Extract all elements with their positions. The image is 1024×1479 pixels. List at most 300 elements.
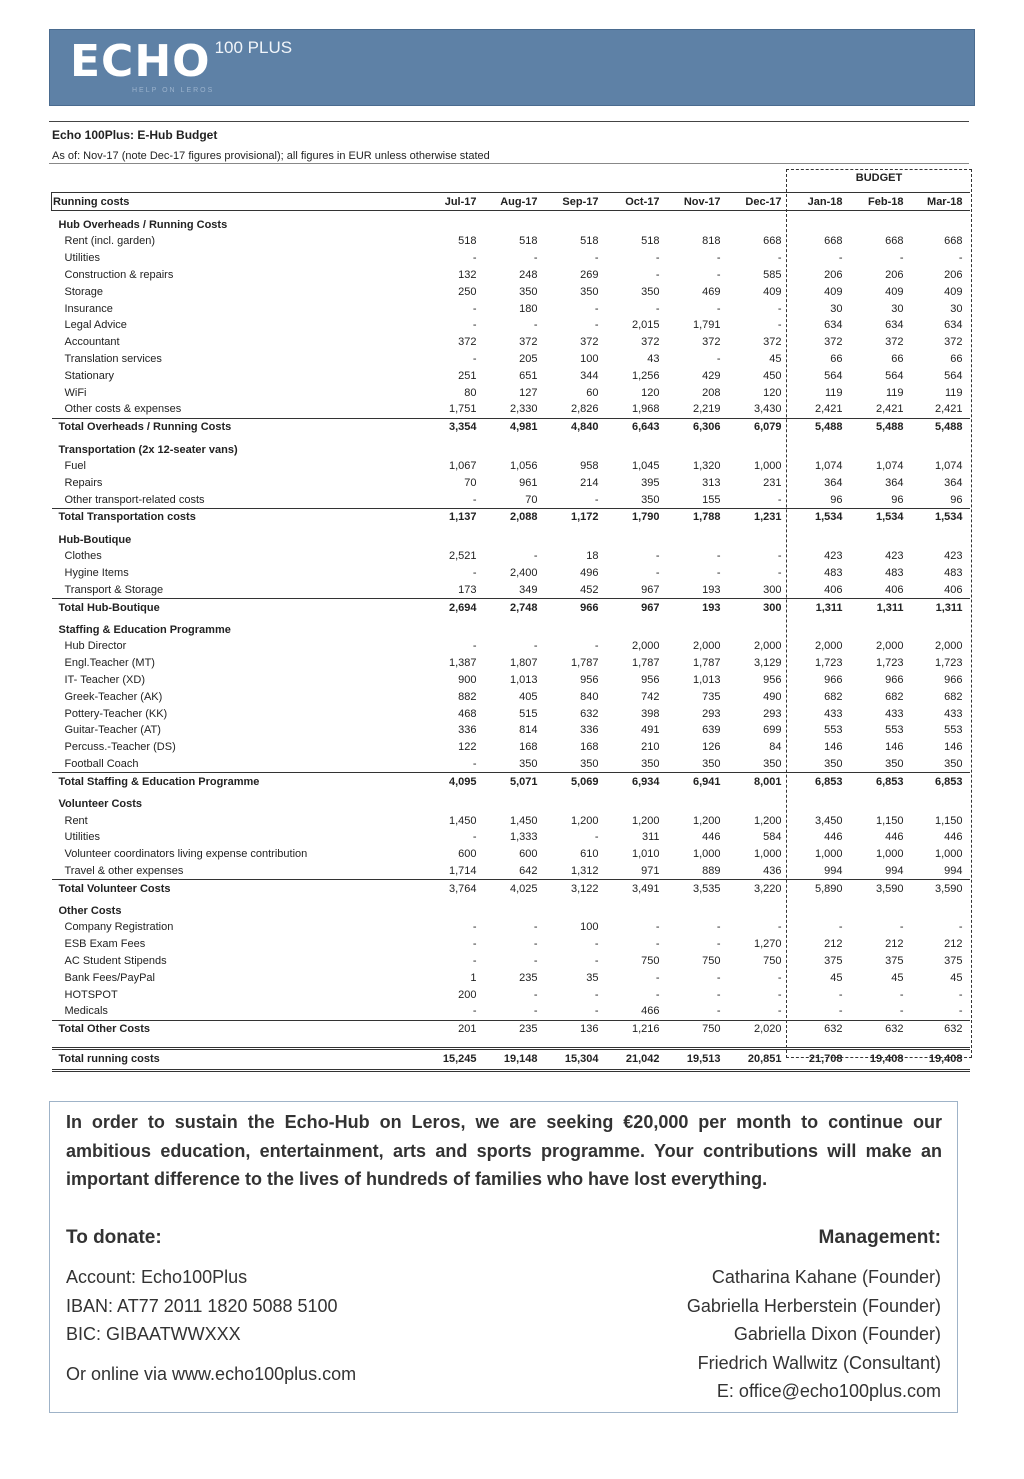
value-cell: 1,013 xyxy=(509,673,538,686)
value-cell: - xyxy=(472,566,477,579)
value-cell: 1,074 xyxy=(875,459,904,472)
table-row xyxy=(52,638,970,655)
value-cell: 372 xyxy=(458,336,477,349)
logo-text: ECHO xyxy=(70,36,211,87)
value-cell: 966 xyxy=(545,599,606,616)
value-cell: 19,513 xyxy=(667,1048,728,1070)
value-cell: 1,788 xyxy=(667,508,728,525)
value-cell: 814 xyxy=(519,724,538,737)
value-cell: 1,067 xyxy=(448,459,477,472)
value-cell: 2,000 xyxy=(934,640,963,653)
value-cell: 1,723 xyxy=(934,657,963,670)
value-cell: 206 xyxy=(885,268,904,281)
section-total-row xyxy=(52,599,970,616)
echo-logo[interactable] xyxy=(70,36,293,94)
value-cell: - xyxy=(472,302,477,315)
value-cell: 699 xyxy=(763,724,782,737)
value-cell: 372 xyxy=(824,336,843,349)
value-cell: 212 xyxy=(885,938,904,951)
value-cell: 19,148 xyxy=(484,1048,545,1070)
value-cell: Mar-18 xyxy=(911,193,970,211)
value-cell: 1,150 xyxy=(934,814,963,827)
value-cell: 682 xyxy=(944,690,963,703)
title-rule xyxy=(49,121,969,122)
value-cell: 5,488 xyxy=(850,418,911,435)
value-cell: 735 xyxy=(702,690,721,703)
value-cell: 1,791 xyxy=(692,319,721,332)
table-row xyxy=(52,829,970,846)
row-label: Rent xyxy=(64,814,88,827)
spacer-row xyxy=(52,1038,970,1049)
row-label: Volunteer coordinators living expense contribution xyxy=(64,848,308,861)
value-cell: - xyxy=(716,352,721,365)
value-cell: 553 xyxy=(885,724,904,737)
value-cell: - xyxy=(777,319,782,332)
row-label: Pottery-Teacher (KK) xyxy=(64,707,168,720)
value-cell: - xyxy=(533,921,538,934)
value-cell: - xyxy=(472,921,477,934)
value-cell: 1,787 xyxy=(692,657,721,670)
value-cell: 4,095 xyxy=(423,773,484,790)
value-cell: 1,172 xyxy=(545,508,606,525)
row-label: Repairs xyxy=(64,476,103,489)
value-cell: - xyxy=(777,988,782,1001)
value-cell: 375 xyxy=(885,955,904,968)
table-row xyxy=(52,565,970,582)
value-cell: 19,408 xyxy=(850,1048,911,1070)
value-cell: 208 xyxy=(702,386,721,399)
value-cell: - xyxy=(594,955,599,968)
value-cell: 423 xyxy=(824,550,843,563)
value-cell: - xyxy=(777,971,782,984)
value-cell: 300 xyxy=(728,599,789,616)
value-cell: 956 xyxy=(641,673,660,686)
total-label: Total Transportation costs xyxy=(52,508,423,525)
value-cell: 515 xyxy=(519,707,538,720)
value-cell: 1,137 xyxy=(423,508,484,525)
value-cell: 4,981 xyxy=(484,418,545,435)
value-cell: - xyxy=(472,831,477,844)
section-heading-row xyxy=(52,616,970,638)
value-cell: 372 xyxy=(580,336,599,349)
value-cell: 446 xyxy=(944,831,963,844)
value-cell: - xyxy=(716,550,721,563)
value-cell: 350 xyxy=(580,285,599,298)
value-cell: 405 xyxy=(519,690,538,703)
value-cell: - xyxy=(472,640,477,653)
value-cell: 180 xyxy=(519,302,538,315)
value-cell: 468 xyxy=(458,707,477,720)
row-label: Accountant xyxy=(64,336,120,349)
value-cell: 956 xyxy=(763,673,782,686)
value-cell: 231 xyxy=(763,476,782,489)
value-cell: 553 xyxy=(944,724,963,737)
value-cell: 146 xyxy=(944,741,963,754)
value-cell: 750 xyxy=(763,955,782,968)
value-cell: 682 xyxy=(824,690,843,703)
value-cell: 210 xyxy=(641,741,660,754)
iban-line: IBAN: AT77 2011 1820 5088 5100 xyxy=(66,1295,338,1316)
value-cell: 668 xyxy=(944,235,963,248)
value-cell: 1,074 xyxy=(934,459,963,472)
value-cell: 300 xyxy=(763,583,782,596)
value-cell: 2,421 xyxy=(814,403,843,416)
value-cell: 429 xyxy=(702,369,721,382)
table-row xyxy=(52,548,970,565)
table-row xyxy=(52,936,970,953)
row-label: IT- Teacher (XD) xyxy=(64,673,145,686)
management-member: Catharina Kahane (Founder) xyxy=(711,1267,941,1287)
value-cell: 45 xyxy=(891,971,904,984)
value-cell: 668 xyxy=(763,235,782,248)
row-label: Percuss.-Teacher (DS) xyxy=(64,741,176,754)
row-label: Travel & other expenses xyxy=(64,864,184,877)
value-cell: 100 xyxy=(580,921,599,934)
value-cell: 1,200 xyxy=(631,814,660,827)
value-cell: 967 xyxy=(641,583,660,596)
value-cell: 1,534 xyxy=(850,508,911,525)
value-cell: 668 xyxy=(885,235,904,248)
value-cell: - xyxy=(655,302,660,315)
row-label: Other costs & expenses xyxy=(64,403,182,416)
value-cell: 564 xyxy=(944,369,963,382)
value-cell: 3,122 xyxy=(545,880,606,897)
value-cell: - xyxy=(899,252,904,265)
section-title: Hub Overheads / Running Costs xyxy=(58,219,228,231)
table-row xyxy=(52,334,970,351)
row-label: Bank Fees/PayPal xyxy=(64,971,155,984)
value-cell: 248 xyxy=(519,268,538,281)
value-cell: 350 xyxy=(641,757,660,770)
value-cell: 1,216 xyxy=(606,1020,667,1037)
value-cell: 395 xyxy=(641,476,660,489)
value-cell: 634 xyxy=(824,319,843,332)
value-cell: - xyxy=(655,566,660,579)
value-cell: - xyxy=(958,252,963,265)
value-cell: - xyxy=(838,1005,843,1018)
value-cell: 2,000 xyxy=(814,640,843,653)
value-cell: 466 xyxy=(641,1005,660,1018)
value-cell: 43 xyxy=(647,352,660,365)
total-label: Total Staffing & Education Programme xyxy=(52,773,423,790)
value-cell: - xyxy=(533,319,538,332)
value-cell: 406 xyxy=(885,583,904,596)
value-cell: 132 xyxy=(458,268,477,281)
management-member: Gabriella Dixon (Founder) xyxy=(733,1324,941,1344)
appeal-text: In order to sustain the Echo-Hub on Leros, we are seeking €20,000 per month to continue our ambitious education, entertainment, arts and sports programme. Your contributions will make an important difference to the lives of hundreds of families who have lost everything. xyxy=(66,1112,942,1189)
value-cell: - xyxy=(958,988,963,1001)
value-cell: 889 xyxy=(702,864,721,877)
value-cell: 610 xyxy=(580,848,599,861)
value-cell: 1,270 xyxy=(753,938,782,951)
value-cell: 20,851 xyxy=(728,1048,789,1070)
total-label: Total Overheads / Running Costs xyxy=(52,418,423,435)
value-cell: 6,643 xyxy=(606,418,667,435)
value-cell: 642 xyxy=(519,864,538,877)
value-cell: 2,015 xyxy=(631,319,660,332)
contact-email[interactable]: E: office@echo100plus.com xyxy=(716,1381,941,1401)
value-cell: 469 xyxy=(702,285,721,298)
value-cell: 2,000 xyxy=(692,640,721,653)
value-cell: 350 xyxy=(641,285,660,298)
row-label: Translation services xyxy=(64,352,162,365)
value-cell: 5,890 xyxy=(789,880,850,897)
table-row xyxy=(52,233,970,250)
section-title: Transportation (2x 12-seater vans) xyxy=(58,443,238,456)
value-cell: 742 xyxy=(641,690,660,703)
total-label: Total Volunteer Costs xyxy=(52,880,423,897)
value-cell: 1,723 xyxy=(875,657,904,670)
value-cell: - xyxy=(716,1005,721,1018)
value-cell: 1,010 xyxy=(631,848,660,861)
table-row xyxy=(52,581,970,598)
value-cell: 2,000 xyxy=(753,640,782,653)
value-cell: 882 xyxy=(458,690,477,703)
row-label: Football Coach xyxy=(64,757,139,770)
value-cell: 423 xyxy=(885,550,904,563)
table-row xyxy=(52,367,970,384)
value-cell: 4,840 xyxy=(545,418,606,435)
value-cell: 496 xyxy=(580,566,599,579)
value-cell: 668 xyxy=(824,235,843,248)
value-cell: 66 xyxy=(830,352,843,365)
value-cell: 1,000 xyxy=(753,459,782,472)
value-cell: - xyxy=(838,252,843,265)
budget-label: BUDGET xyxy=(855,172,903,184)
table-row xyxy=(52,317,970,334)
value-cell: - xyxy=(838,921,843,934)
value-cell: 206 xyxy=(944,268,963,281)
value-cell: 127 xyxy=(519,386,538,399)
value-cell: 2,521 xyxy=(448,550,477,563)
value-cell: - xyxy=(716,921,721,934)
header-banner xyxy=(49,29,975,106)
value-cell: 1,311 xyxy=(789,599,850,616)
value-cell: 1,714 xyxy=(448,864,477,877)
table-row xyxy=(52,1003,970,1020)
value-cell: 136 xyxy=(545,1020,606,1037)
value-cell: 18 xyxy=(586,550,599,563)
value-cell: - xyxy=(777,252,782,265)
table-row xyxy=(52,655,970,672)
value-cell: 966 xyxy=(824,673,843,686)
value-cell: 1,450 xyxy=(509,814,538,827)
value-cell: 122 xyxy=(458,741,477,754)
value-cell: - xyxy=(533,955,538,968)
value-cell: 409 xyxy=(885,285,904,298)
value-cell: 80 xyxy=(464,386,477,399)
value-cell: 1,056 xyxy=(509,459,538,472)
value-cell: - xyxy=(716,302,721,315)
value-cell: 1,311 xyxy=(850,599,911,616)
value-cell: 1,256 xyxy=(631,369,660,382)
value-cell: 1,320 xyxy=(692,459,721,472)
value-cell: 193 xyxy=(667,599,728,616)
management-member: Friedrich Wallwitz (Consultant) xyxy=(697,1352,941,1373)
value-cell: 446 xyxy=(824,831,843,844)
value-cell: - xyxy=(472,493,477,506)
table-row xyxy=(52,846,970,863)
value-cell: - xyxy=(777,302,782,315)
value-cell: 1,200 xyxy=(692,814,721,827)
table-row xyxy=(52,863,970,880)
value-cell: 350 xyxy=(580,757,599,770)
value-cell: Jul-17 xyxy=(423,193,484,211)
value-cell: 1,074 xyxy=(814,459,843,472)
value-cell: 1,787 xyxy=(570,657,599,670)
value-cell: 2,020 xyxy=(728,1020,789,1037)
value-cell: 5,488 xyxy=(911,418,970,435)
table-row xyxy=(52,919,970,936)
value-cell: 406 xyxy=(944,583,963,596)
value-cell: 6,853 xyxy=(789,773,850,790)
value-cell: 6,941 xyxy=(667,773,728,790)
value-cell: 3,764 xyxy=(423,880,484,897)
value-cell: 639 xyxy=(702,724,721,737)
value-cell: - xyxy=(533,988,538,1001)
value-cell: 483 xyxy=(885,566,904,579)
online-donate-link[interactable]: Or online via www.echo100plus.com xyxy=(66,1363,357,1384)
value-cell: 269 xyxy=(580,268,599,281)
section-heading-row xyxy=(52,211,970,234)
value-cell: 372 xyxy=(519,336,538,349)
section-heading-row xyxy=(52,526,970,548)
table-row xyxy=(52,672,970,689)
value-cell: 100 xyxy=(580,352,599,365)
value-cell: 30 xyxy=(830,302,843,315)
value-cell: 818 xyxy=(702,235,721,248)
value-cell: - xyxy=(655,268,660,281)
value-cell: Oct-17 xyxy=(606,193,667,211)
value-cell: - xyxy=(899,921,904,934)
row-label: Hygine Items xyxy=(64,566,129,579)
value-cell: 1,311 xyxy=(911,599,970,616)
value-cell: 313 xyxy=(702,476,721,489)
section-title: Other Costs xyxy=(58,905,122,918)
management-heading: Management: xyxy=(818,1227,941,1248)
value-cell: Feb-18 xyxy=(850,193,911,211)
value-cell: 3,220 xyxy=(728,880,789,897)
total-label: Total Other Costs xyxy=(52,1020,423,1037)
value-cell: 1,231 xyxy=(728,508,789,525)
value-cell: 200 xyxy=(458,988,477,1001)
value-cell: 66 xyxy=(950,352,963,365)
value-cell: 966 xyxy=(944,673,963,686)
table-row xyxy=(52,401,970,418)
value-cell: 3,535 xyxy=(667,880,728,897)
value-cell: 250 xyxy=(458,285,477,298)
value-cell: 372 xyxy=(641,336,660,349)
value-cell: 446 xyxy=(885,831,904,844)
budget-table xyxy=(51,192,970,1072)
value-cell: - xyxy=(716,252,721,265)
value-cell: 126 xyxy=(702,741,721,754)
value-cell: 1,000 xyxy=(875,848,904,861)
value-cell: 45 xyxy=(830,971,843,984)
row-label: Fuel xyxy=(64,459,86,472)
grand-total-row xyxy=(52,1048,970,1070)
document-title: Echo 100Plus: E-Hub Budget xyxy=(52,128,218,142)
row-label: Construction & repairs xyxy=(64,268,174,281)
value-cell: 4,025 xyxy=(484,880,545,897)
value-cell: 1,968 xyxy=(606,401,667,418)
value-cell: 2,330 xyxy=(484,401,545,418)
value-cell: 212 xyxy=(944,938,963,951)
value-cell: - xyxy=(777,493,782,506)
value-cell: 398 xyxy=(641,707,660,720)
value-cell: 375 xyxy=(944,955,963,968)
value-cell: 235 xyxy=(519,971,538,984)
value-cell: 364 xyxy=(944,476,963,489)
value-cell: 632 xyxy=(911,1020,970,1037)
value-cell: - xyxy=(594,1005,599,1018)
value-cell: - xyxy=(655,988,660,1001)
value-cell: 1,045 xyxy=(631,459,660,472)
value-cell: 682 xyxy=(885,690,904,703)
value-cell: 336 xyxy=(580,724,599,737)
value-cell: 35 xyxy=(586,971,599,984)
account-line: Account: Echo100Plus xyxy=(66,1267,248,1287)
value-cell: 364 xyxy=(824,476,843,489)
value-cell: 3,491 xyxy=(606,880,667,897)
value-cell: 1,534 xyxy=(789,508,850,525)
value-cell: 21,042 xyxy=(606,1048,667,1070)
value-cell: 971 xyxy=(641,864,660,877)
value-cell: 205 xyxy=(519,352,538,365)
value-cell: 966 xyxy=(885,673,904,686)
value-cell: 336 xyxy=(458,724,477,737)
value-cell: - xyxy=(716,988,721,1001)
value-cell: 1,450 xyxy=(448,814,477,827)
row-label: AC Student Stipends xyxy=(64,955,167,968)
value-cell: 452 xyxy=(580,583,599,596)
value-cell: 3,590 xyxy=(911,880,970,897)
value-cell: 96 xyxy=(950,493,963,506)
value-cell: 483 xyxy=(944,566,963,579)
value-cell: - xyxy=(655,921,660,934)
value-cell: 1,333 xyxy=(509,831,538,844)
value-cell: 446 xyxy=(702,831,721,844)
table-row xyxy=(52,267,970,284)
subtitle-rule xyxy=(49,163,969,164)
table-row xyxy=(52,474,970,491)
table-row xyxy=(52,986,970,1003)
value-cell: 750 xyxy=(667,1020,728,1037)
section-title: Volunteer Costs xyxy=(58,798,143,811)
value-cell: 1,000 xyxy=(753,848,782,861)
value-cell: 840 xyxy=(580,690,599,703)
value-cell: - xyxy=(594,493,599,506)
management-member: Gabriella Herberstein (Founder) xyxy=(686,1295,941,1316)
value-cell: 206 xyxy=(824,268,843,281)
value-cell: - xyxy=(472,1005,477,1018)
value-cell: 958 xyxy=(580,459,599,472)
value-cell: 375 xyxy=(824,955,843,968)
value-cell: 212 xyxy=(824,938,843,951)
value-cell: 1,807 xyxy=(509,657,538,670)
value-cell: 564 xyxy=(824,369,843,382)
value-cell: 423 xyxy=(944,550,963,563)
table-row xyxy=(52,458,970,475)
row-label: Other transport-related costs xyxy=(64,493,205,506)
value-cell: 6,079 xyxy=(728,418,789,435)
row-label: Rent (incl. garden) xyxy=(64,235,155,248)
value-cell: 201 xyxy=(423,1020,484,1037)
value-cell: 961 xyxy=(519,476,538,489)
value-cell: Dec-17 xyxy=(728,193,789,211)
section-heading-row xyxy=(52,436,970,458)
value-cell: 350 xyxy=(519,285,538,298)
